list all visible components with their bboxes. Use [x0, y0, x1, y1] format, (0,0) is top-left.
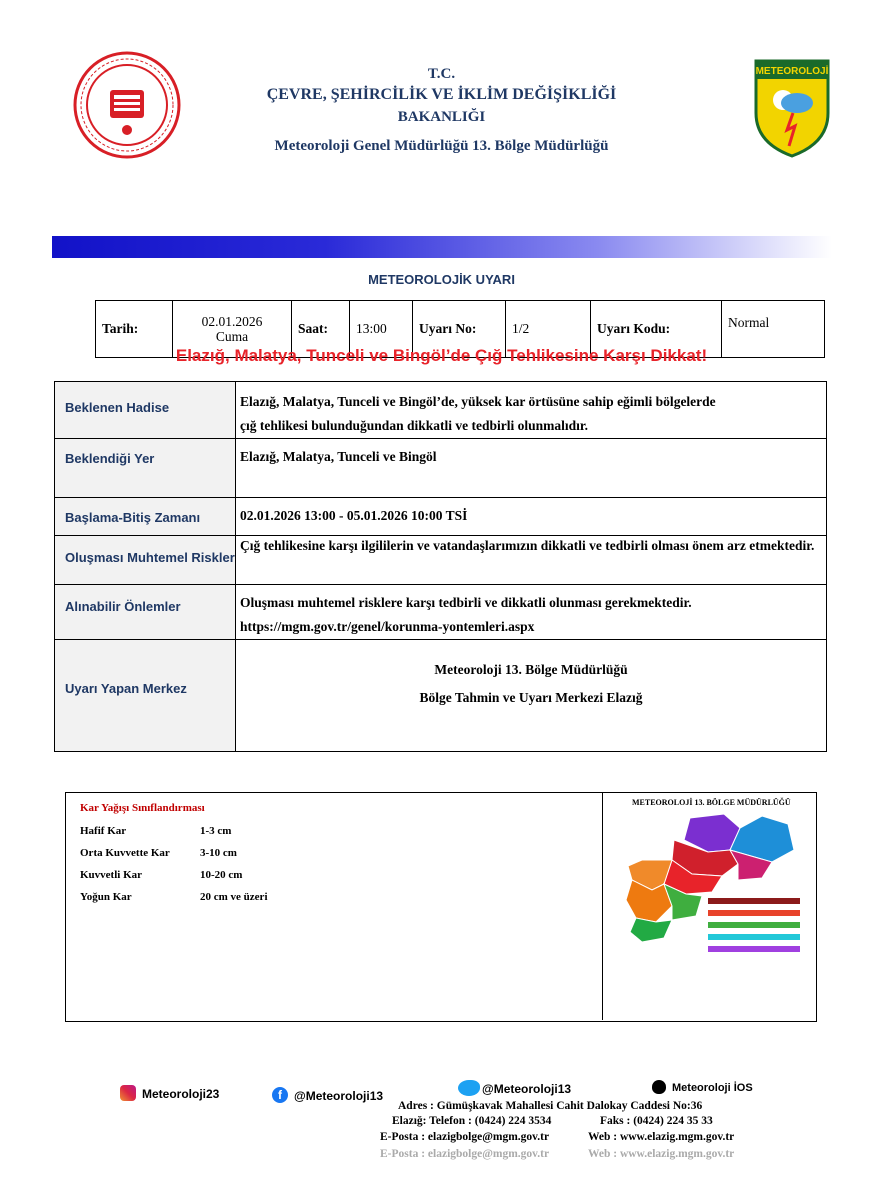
warning-no-value: 1/2 — [506, 301, 591, 358]
time-range-label: Başlama-Bitiş Zamanı — [55, 498, 236, 536]
date-label: Tarih: — [96, 301, 173, 358]
header-divider-bar — [52, 236, 832, 258]
center-value-line2: Bölge Tahmin ve Uyarı Merkezi Elazığ — [419, 690, 643, 705]
logo-text: METEOROLOJİ — [755, 66, 829, 77]
snow-item-name: Hafif Kar — [80, 825, 127, 837]
snow-item-name: Kuvvetli Kar — [80, 869, 143, 881]
map-title: METEOROLOJİ 13. BÖLGE MÜDÜRLÜĞÜ — [632, 798, 791, 807]
center-label: Uyarı Yapan Merkez — [55, 640, 236, 752]
time-range-value: 02.01.2026 13:00 - 05.01.2026 10:00 TSİ — [236, 498, 827, 536]
footer-web[interactable]: Web : www.elazig.mgm.gov.tr — [588, 1131, 735, 1143]
risk-value: Çığ tehlikesine karşı ilgililerin ve vatandaşlarımızın dikkatli ve tedbirli olması önem arz etmektedir. — [236, 536, 827, 585]
event-value-line1: Elazığ, Malatya, Tunceli ve Bingöl’de, yüksek kar örtüsüne sahip eğimli bölgelerde — [240, 394, 716, 409]
measures-text: Oluşması muhtemel risklere karşı tedbirli ve dikkatli olunması gerekmektedir. — [240, 595, 692, 610]
footer-phone: Elazığ: Telefon : (0424) 224 3534 — [392, 1115, 552, 1127]
twitter-icon[interactable] — [458, 1080, 480, 1096]
warning-detail-table — [54, 381, 827, 752]
footer-fax: Faks : (0424) 224 35 33 — [600, 1115, 713, 1127]
measures-label: Alınabilir Önlemler — [55, 585, 236, 640]
date-value: 02.01.2026 — [201, 314, 263, 329]
snow-class-title: Kar Yağışı Sınıflandırması — [80, 802, 205, 814]
center-value — [236, 640, 827, 752]
measures-value — [236, 585, 827, 640]
meteoroloji-logo — [753, 58, 831, 158]
snow-item-range: 3-10 cm — [200, 847, 237, 859]
place-value: Elazığ, Malatya, Tunceli ve Bingöl — [236, 439, 827, 498]
snow-item-range: 20 cm ve üzeri — [200, 891, 268, 903]
region-map — [612, 810, 812, 960]
header-tc: T.C. — [427, 66, 456, 82]
risk-label: Oluşması Muhtemel Riskler — [55, 536, 236, 585]
footer-email-faded: E-Posta : elazigbolge@mgm.gov.tr — [380, 1148, 550, 1160]
footer-address: Adres : Gümüşkavak Mahallesi Cahit Dalokay Caddesi No:36 — [398, 1100, 703, 1112]
event-label: Beklenen Hadise — [55, 382, 236, 439]
snow-item-name: Orta Kuvvette Kar — [80, 847, 170, 859]
header-ministry: ÇEVRE, ŞEHİRCİLİK VE İKLİM DEĞİŞİKLİĞİ — [266, 86, 617, 103]
event-value-line2: çığ tehlikesi bulunduğundan dikkatli ve tedbirli olunmalıdır. — [240, 418, 588, 433]
footer-email[interactable]: E-Posta : elazigbolge@mgm.gov.tr — [380, 1131, 550, 1143]
box-divider — [602, 792, 603, 1020]
header-ministry-2: BAKANLIĞI — [397, 109, 486, 125]
apple-icon[interactable] — [652, 1080, 666, 1094]
event-value — [236, 382, 827, 439]
warning-headline: Elazığ, Malatya, Tunceli ve Bingöl’de Çığ Tehlikesine Karşı Dikkat! — [175, 346, 708, 365]
instagram-icon[interactable] — [120, 1085, 136, 1101]
snow-item-range: 1-3 cm — [200, 825, 232, 837]
snow-item-name: Yoğun Kar — [80, 891, 132, 903]
doc-title: METEOROLOJİK UYARI — [368, 272, 515, 287]
time-value: 13:00 — [350, 301, 413, 358]
header-directorate: Meteoroloji Genel Müdürlüğü 13. Bölge Müdürlüğü — [274, 138, 609, 154]
time-label: Saat: — [292, 301, 350, 358]
place-label: Beklendiği Yer — [55, 439, 236, 498]
warning-code-label: Uyarı Kodu: — [591, 301, 722, 358]
facebook-icon[interactable]: f — [272, 1087, 288, 1103]
ios-app-label[interactable]: Meteoroloji İOS — [672, 1082, 753, 1094]
center-value-line1: Meteoroloji 13. Bölge Müdürlüğü — [434, 662, 628, 677]
warning-no-label: Uyarı No: — [413, 301, 506, 358]
day-value: Cuma — [215, 329, 249, 344]
facebook-handle[interactable]: @Meteoroloji13 — [294, 1089, 384, 1103]
map-legend — [708, 898, 800, 952]
measures-link[interactable]: https://mgm.gov.tr/genel/korunma-yontemleri.aspx — [240, 619, 535, 634]
twitter-handle[interactable]: @Meteoroloji13 — [482, 1082, 572, 1096]
warning-code-value: Normal — [722, 301, 825, 358]
instagram-handle[interactable]: Meteoroloji23 — [142, 1087, 220, 1101]
footer-web-faded: Web : www.elazig.mgm.gov.tr — [588, 1148, 735, 1160]
snow-item-range: 10-20 cm — [200, 869, 243, 881]
